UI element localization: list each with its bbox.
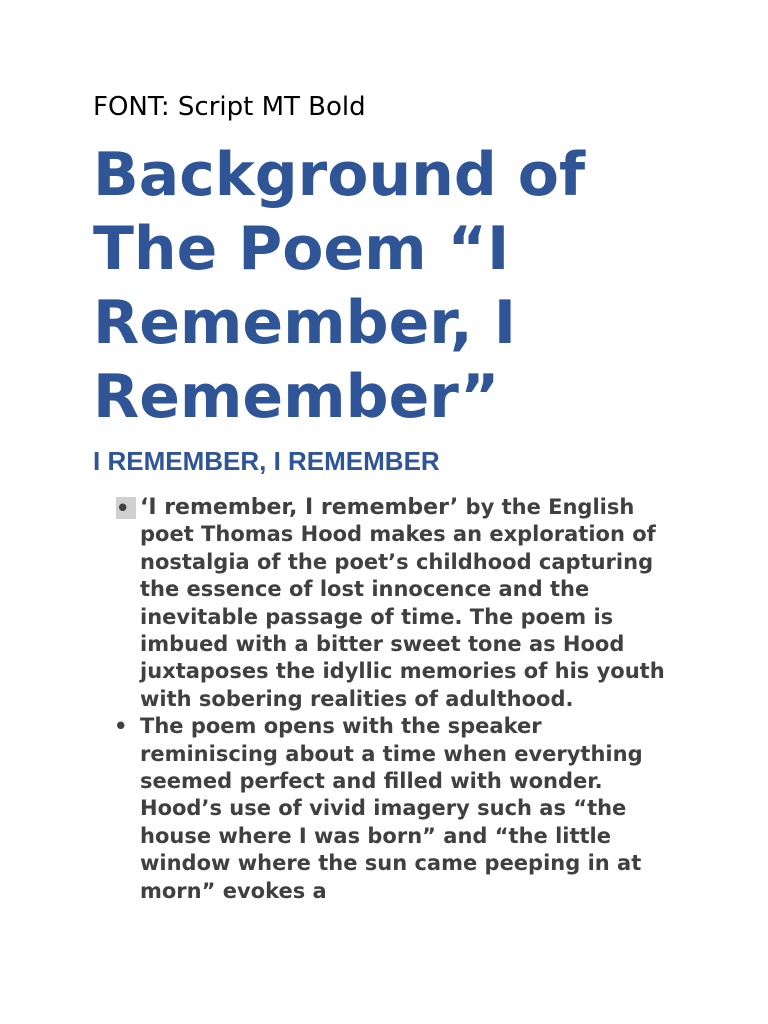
poem-title-quote: ‘I remember, I remember’ <box>140 495 459 520</box>
bullet-marker: • <box>116 497 136 519</box>
list-item <box>114 713 674 905</box>
page-title: Background of The Poem “I Remember, I Remember” <box>93 140 586 432</box>
font-note: FONT: Script MT Bold <box>93 92 366 122</box>
bullet-list <box>114 494 674 905</box>
list-item-text: The poem opens with the speaker reminiscing about a time when everything seemed perfect and filled with wonder. Hood’s use of vivid imagery such as “the house where I was born” and “the little window where the sun came peeping in at morn” evokes a <box>140 714 643 903</box>
section-heading: I REMEMBER, I REMEMBER <box>93 446 440 476</box>
list-item-text: by the English poet Thomas Hood makes an exploration of nostalgia of the poet’s childhood capturing the essence of lost innocence and the inevitable passage of time. The poem is imbued with a bitter sweet tone as Hood juxtaposes the idyllic memories of his youth with sobering realities of adulthood. <box>140 495 665 711</box>
bullet-marker: • <box>114 714 128 739</box>
list-item <box>114 494 674 713</box>
